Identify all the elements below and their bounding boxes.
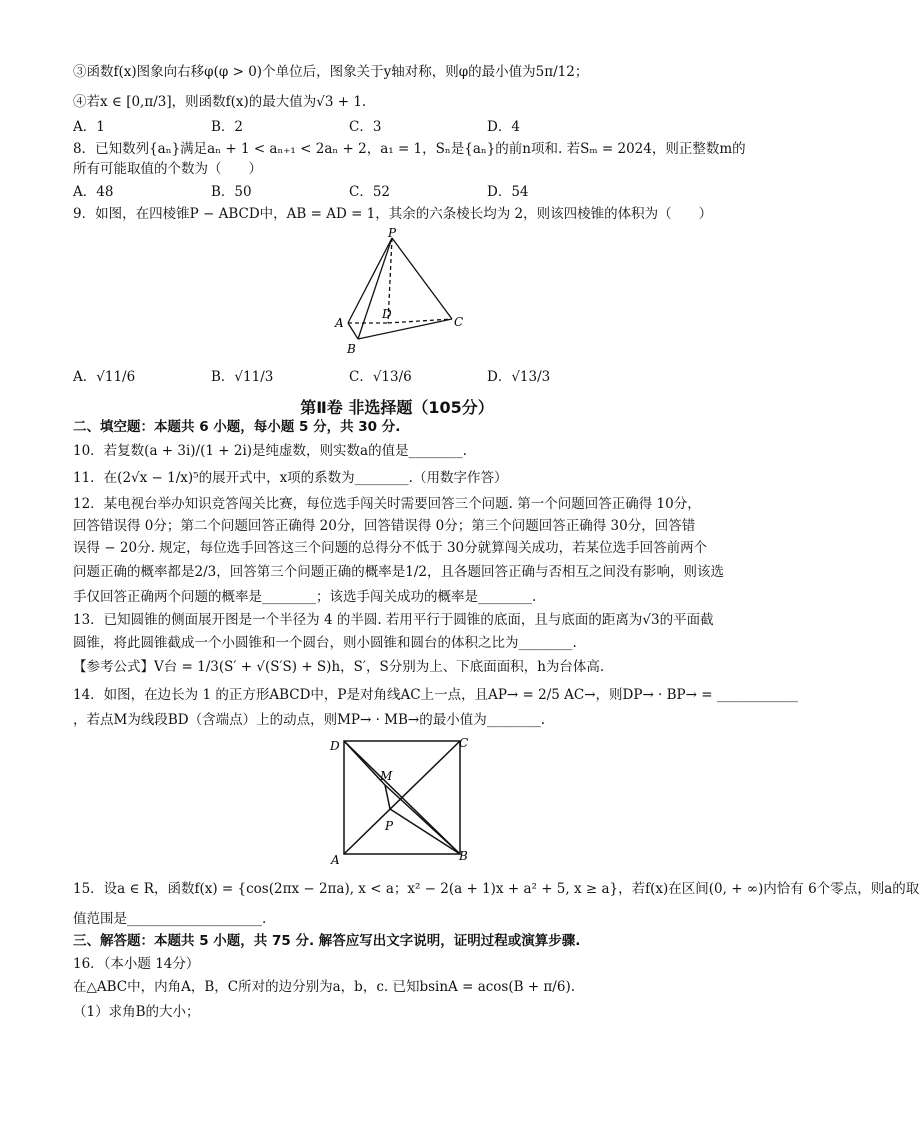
statement-3: ③函数f(x)图象向右移φ(φ > 0)个单位后，图象关于y轴对称，则φ的最小值为5π/12；	[73, 64, 589, 80]
option-b: B．2	[211, 119, 244, 135]
option-d: D．√13/3	[487, 369, 551, 385]
question-12-line1: 12．某电视台举办知识竞答闯关比赛，每位选手闯关时需要回答三个问题. 第一个问题回答正确得 10分，	[73, 496, 701, 512]
question-12-line4: 问题正确的概率都是2/3，回答第三个问题正确的概率是1/2，且各题回答正确与否相互之间没有影响，则该选	[73, 564, 724, 580]
label-c: C	[459, 736, 469, 750]
question-16-part1: （1）求角B的大小；	[73, 1004, 200, 1020]
pyramid-figure	[330, 226, 470, 358]
option-d: D．4	[487, 119, 520, 135]
option-d: D．54	[487, 184, 529, 200]
label-p: P	[388, 226, 397, 240]
question-13-line2: 圆锥，将此圆锥截成一个小圆锥和一个圆台，则小圆锥和圆台的体积之比为________.	[73, 635, 577, 651]
part-2-title: 第Ⅱ卷 非选择题（105分）	[300, 398, 494, 417]
option-a: A．1	[73, 119, 105, 135]
option-a: A．48	[73, 184, 114, 200]
question-12-line5: 手仅回答正确两个问题的概率是________；该选手闯关成功的概率是________.	[73, 589, 537, 605]
section-2-heading: 二、填空题：本题共 6 小题，每小题 5 分，共 30 分.	[73, 419, 401, 435]
square-figure	[325, 734, 475, 866]
question-11: 11．在(2√x − 1/x)⁵的展开式中，x项的系数为________.（用数字作答）	[73, 470, 508, 486]
question-12-line3: 误得 − 20分. 规定，每位选手回答这三个问题的总得分不低于 30分就算闯关成功，若某位选手回答前两个	[73, 540, 708, 556]
label-b: B	[459, 849, 468, 863]
question-15-line1: 15．设a ∈ R，函数f(x) = {cos(2πx − 2πa), x < a；x² − 2(a + 1)x + a² + 5, x ≥ a}，若f(x)在区间(0, + ∞)内恰有 6个零点，则a的取	[73, 881, 919, 897]
label-m: M	[380, 769, 393, 783]
question-14-line1: 14．如图，在边长为 1 的正方形ABCD中，P是对角线AC上一点，且AP→ = 2/5 AC→，则DP→ · BP→ = ____________	[73, 687, 798, 703]
label-d: D	[330, 739, 340, 753]
option-a: A．√11/6	[73, 369, 136, 385]
label-p: P	[385, 819, 394, 833]
question-16-header: 16．（本小题 14分）	[73, 956, 200, 972]
option-c: C．√13/6	[349, 369, 412, 385]
question-13-line1: 13．已知圆锥的侧面展开图是一个半径为 4 的半圆. 若用平行于圆锥的底面，且与底面的距离为√3的平面截	[73, 612, 714, 628]
option-c: C．52	[349, 184, 391, 200]
question-14-line2: ，若点M为线段BD（含端点）上的动点，则MP→ · MB→的最小值为________.	[73, 712, 546, 728]
label-d: D	[382, 307, 392, 321]
question-16-stem: 在△ABC中，内角A，B，C所对的边分别为a，b，c. 已知bsinA = acos(B + π/6).	[73, 979, 576, 995]
option-b: B．√11/3	[211, 369, 274, 385]
question-15-line2: 值范围是____________________.	[73, 911, 267, 927]
question-10: 10．若复数(a + 3i)/(1 + 2i)是纯虚数，则实数a的值是________.	[73, 443, 467, 459]
statement-4: ④若x ∈ [0,π/3]，则函数f(x)的最大值为√3 + 1.	[73, 94, 367, 110]
question-8-line1: 8．已知数列{aₙ}满足aₙ + 1 < aₙ₊₁ < 2aₙ + 2，a₁ = 1，Sₙ是{aₙ}的前n项和. 若Sₘ = 2024，则正整数m的	[73, 141, 746, 157]
label-a: A	[331, 853, 340, 867]
label-b: B	[347, 342, 356, 356]
reference-formula: 【参考公式】V台 = 1/3(S′ + √(S′S) + S)h，S′，S分别为上、下底面面积，h为台体高.	[73, 659, 605, 675]
option-b: B．50	[211, 184, 252, 200]
label-a: A	[335, 316, 344, 330]
option-c: C．3	[349, 119, 382, 135]
question-8-line2: 所有可能取值的个数为（ ）	[73, 161, 262, 177]
section-3-heading: 三、解答题：本题共 5 小题，共 75 分. 解答应写出文字说明，证明过程或演算步骤.	[73, 933, 581, 949]
question-9: 9．如图，在四棱锥P − ABCD中，AB = AD = 1，其余的六条棱长均为 2，则该四棱锥的体积为（ ）	[73, 206, 713, 222]
label-c: C	[454, 315, 464, 329]
question-12-line2: 回答错误得 0分；第二个问题回答正确得 20分，回答错误得 0分；第三个问题回答正确得 30分，回答错	[73, 518, 696, 534]
